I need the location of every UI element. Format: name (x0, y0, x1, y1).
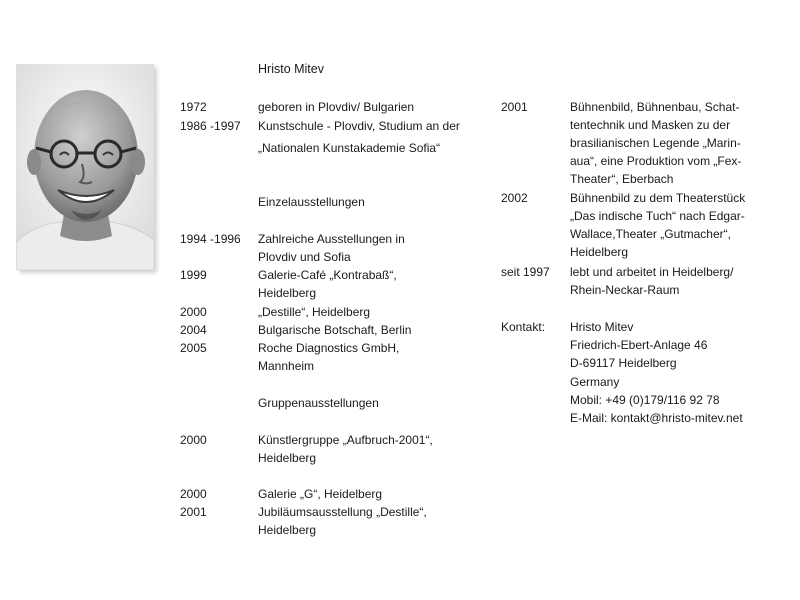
portrait-photo (16, 64, 154, 270)
solo-exhibition-text: „Destille“, Heidelberg (258, 305, 371, 319)
solo-exhibition-year: 2005 (180, 341, 207, 355)
stage-work-text: Rhein-Neckar-Raum (570, 283, 680, 297)
contact-link[interactable]: E-Mail: kontakt@hristo-mitev.net (570, 411, 743, 425)
bio-entry-year: 1986 -1997 (180, 119, 241, 133)
group-exhibition-year: 2000 (180, 487, 207, 501)
stage-work-text: „Das indische Tuch“ nach Edgar- (570, 209, 745, 223)
contact-line: D-69117 Heidelberg (570, 356, 677, 371)
solo-exhibition-text: Bulgarische Botschaft, Berlin (258, 323, 412, 337)
group-exhibition-year: 2001 (180, 505, 207, 519)
solo-exhibition-year: 2000 (180, 305, 207, 319)
solo-exhibition-text: Plovdiv und Sofia (258, 250, 351, 264)
group-exhibition-text: Galerie „G“, Heidelberg (258, 487, 383, 501)
stage-work-text: Bühnenbild, Bühnenbau, Schat- (570, 100, 740, 114)
stage-work-year: seit 1997 (501, 265, 550, 279)
contact-line: Germany (570, 374, 620, 389)
bio-entry-text: Kunstschule - Plovdiv, Studium an der (258, 119, 460, 133)
contact-link[interactable]: Mobil: +49 (0)179/116 92 78 (570, 392, 720, 407)
contact-line: Friedrich-Ebert-Anlage 46 (570, 338, 708, 353)
solo-exhibition-year: 1999 (180, 268, 207, 282)
group-exhibition-text: Jubiläumsausstellung „Destille“, (258, 505, 427, 519)
stage-work-text: brasilianischen Legende „Marin- (570, 136, 741, 150)
solo-exhibition-text: Zahlreiche Ausstellungen in (258, 232, 405, 246)
bio-entry-text: geboren in Plovdiv/ Bulgarien (258, 100, 415, 114)
stage-work-text: Bühnenbild zu dem Theaterstück (570, 191, 746, 205)
stage-work-text: tentechnik und Masken zu der (570, 118, 731, 132)
group-exhibition-year: 2000 (180, 433, 207, 447)
group-exhibition-text: Heidelberg (258, 523, 317, 537)
group-exhibition-text: Heidelberg (258, 451, 317, 465)
solo-exhibition-text: Galerie-Café „Kontrabaß“, (258, 268, 397, 282)
solo-exhibitions-heading: Einzelausstellungen (258, 195, 365, 209)
portrait-illustration (16, 64, 154, 270)
bio-entry-year: 1972 (180, 100, 207, 114)
solo-exhibition-text: Roche Diagnostics GmbH, (258, 341, 400, 355)
solo-exhibition-year: 1994 -1996 (180, 232, 241, 246)
artist-name: Hristo Mitev (258, 62, 324, 76)
stage-work-year: 2002 (501, 191, 528, 205)
solo-exhibition-text: Mannheim (258, 359, 315, 373)
solo-exhibition-text: Heidelberg (258, 286, 317, 300)
stage-work-year: 2001 (501, 100, 528, 114)
stage-work-text: aua“, eine Produktion vom „Fex- (570, 154, 742, 168)
contact-label: Kontakt: (501, 320, 546, 334)
stage-work-text: Heidelberg (570, 245, 629, 259)
bio-entry-text: „Nationalen Kunstakademie Sofia“ (258, 141, 441, 155)
solo-exhibition-year: 2004 (180, 323, 207, 337)
contact-line: Hristo Mitev (570, 320, 634, 334)
stage-work-text: Wallace,Theater „Gutmacher“, (570, 227, 731, 241)
group-exhibition-text: Künstlergruppe „Aufbruch-2001“, (258, 433, 433, 447)
stage-work-text: Theater“, Eberbach (570, 172, 674, 186)
group-exhibitions-heading: Gruppenausstellungen (258, 396, 379, 410)
stage-work-text: lebt und arbeitet in Heidelberg/ (570, 265, 734, 279)
